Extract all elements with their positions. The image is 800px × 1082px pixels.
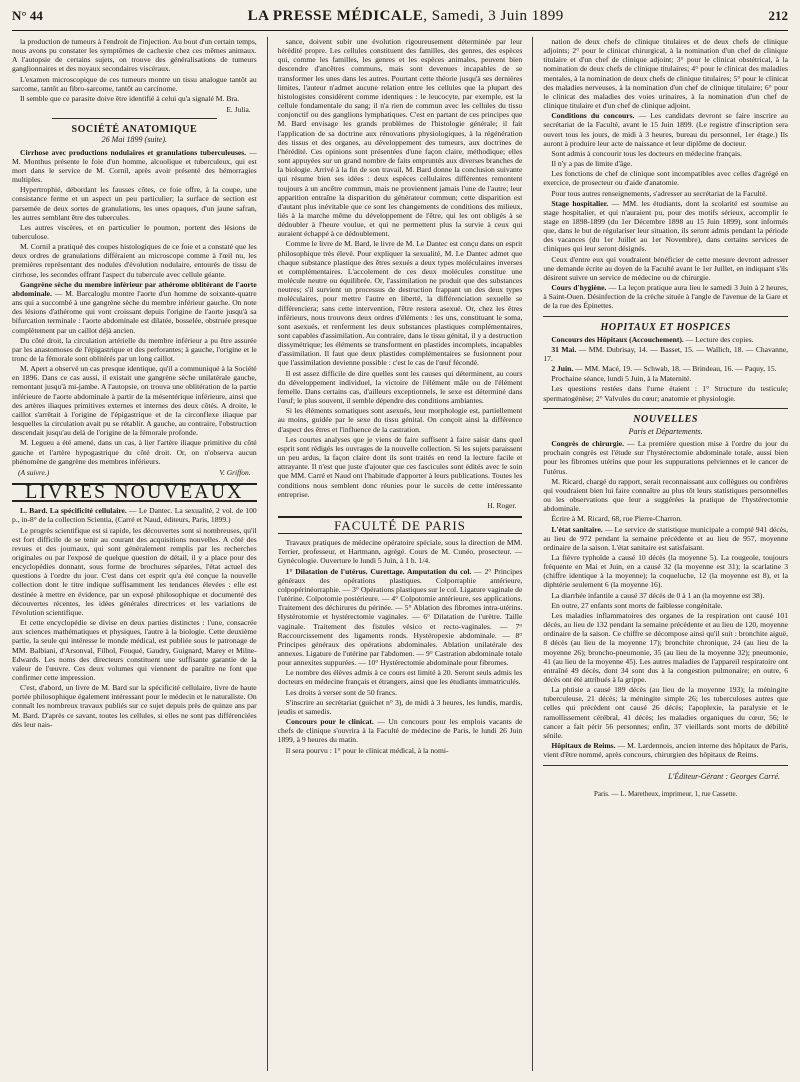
- paragraph: Sont admis à concourir tous les docteurs en médecine français.: [551, 148, 742, 158]
- paragraph: Le progrès scientifique est si rapide, les découvertes sont si nombreuses, qu'il est fort difficile de se tenir au courant des acquisitions nouvelles. A côté des revues et des journaux, qui sont généralement remplis par les recherches originales ou par l'exposé de quelque question de détail, il y a place pour des encyclopédies donnant, sous forme de brochures séparées, l'état actuel des questions à l'ordre du jour. C'est dans cet esprit qu'a été conçue la nouvelle collection dont le titre indique suffisamment les tendances élevées : elle est destinée à mettre en évidence, par un exposé philosophique et documenté des découvertes récentes, les idées générales directrices et les variations de l'évolution scientifique.: [12, 525, 257, 617]
- intro-article: [12, 37, 257, 103]
- paragraph: L'examen microscopique de ces tumeurs montre un tissu analogue tantôt au sarcome, tantôt au fibro-sarcome, tantôt au carcinome.: [12, 74, 257, 93]
- paragraph: la production de tumeurs à l'endroit de l'injection. Au bout d'un certain temps, nous avons pu constater les symptômes de cachexie chez ces mêmes animaux. A l'autopsie de certains sujets, on trouve des généralisations de tumeurs ganglionnaires et des noyaux secondaires viscéraux.: [12, 37, 257, 74]
- paragraph: Écrire à M. Ricard, 68, rue Pierre-Charron.: [551, 514, 683, 524]
- journal-name: LA PRESSE MÉDICALE: [247, 8, 424, 24]
- paragraph: La diarrhée infantile a causé 37 décès de 0 à 1 an (la moyenne est 38).: [551, 590, 765, 600]
- review-signature: H. Roger.: [487, 500, 517, 510]
- paragraph: Concours des Hôpitaux (Accouchement). — Lecture des copies.: [551, 334, 754, 344]
- paragraph: Ceux d'entre eux qui voudraient bénéficier de cette mesure devront adresser une demande écrite au doyen de la Faculté avant le 1er Juillet, en indiquant s'ils désirent suivre un service de médecine ou de chirurgie.: [543, 254, 788, 282]
- paragraph: Le nombre des élèves admis à ce cours est limité à 20. Seront seuls admis les docteurs en médecine français et étrangers, ainsi que les étudiants immatriculés.: [277, 668, 523, 687]
- paragraph: M. Apert a observé un cas presque identique, qu'il a communiqué à la Société en 1896. Dans ce cas aussi, il existait une gangrène sèche unilatérale gauche, remontant jusqu'à mi-jambe. A l'autopsie, on trouva une oblitération de la partie inférieure de l'aorte abdominale à partir de la mésentérique inférieure, ainsi que des artères iliaques primitives externes et internes des deux côtés. A droite, le caillot s'arrêtait à l'origine de l'épigastrique et de la circonflexe iliaque par lesquelles la circulation avait pu se rétablir. A gauche, au contraire, l'obstruction descendait jusqu'au delà de l'origine de la fémorale profonde.: [12, 364, 257, 438]
- paragraph: Les questions restées dans l'urne étaient : 1° Structure du testicule; spermatogénèse; 2° Valvules du cœur; anatomie et physiologie.: [543, 384, 788, 403]
- nouvelles-title: NOUVELLES: [633, 413, 699, 425]
- column-3: [543, 37, 788, 1071]
- paragraph: Il n'y a pas de limite d'âge.: [551, 159, 633, 169]
- page-folio: 212: [768, 8, 788, 23]
- paragraph: Les fonctions de chef de clinique sont incompatibles avec celles d'agrégé en exercice, de prosecteur ou d'aide d'anatomie.: [543, 169, 788, 188]
- paragraph: Et cette encyclopédie se divise en deux parties distinctes : l'une, consacrée aux sciences mathématiques et physiques, l'autre à la biologie. Cette deuxième partie, la seule qui intéresse le monde médical, est publiée sous le patronage de MM. Balbiani, d'Arsonval, Filhol, Fouqué, Gaudry, Guignard, Marey et Milne-Edwards. Les noms des directeurs constituent une suffisante garantie de la valeur de l'œuvre. Ces deux volumes qui viennent de paraître ne font que confirmer cette impression.: [12, 618, 257, 682]
- livres-nouveaux-body: [12, 506, 257, 729]
- editor-line: L'Éditeur-Gérant : Georges Carré.: [668, 772, 780, 782]
- colophon: [543, 765, 788, 798]
- paragraph: 1° Dilatation de l'utérus. Curettage. Amputation du col. — 2° Principes généraux des opérations plastiques. Colporraphie antérieure, colpopérinéorraphie. — 3° Opérations plastiques sur le col. Ligature vaginale de l'utérine. Colpotomie postérieure. — 4° Colpotomie antérieure, ses applications. Traitement des déchirures du périnée. — 5° Ablation des fibromes intra-utérins. Hystérotomie et hystérectomie vaginales. — 6° Dilatation de l'urètre. Taille vaginale. Traitement des fistules vésico et recto-vaginales. — 7° Raccourcissement des ligaments ronds. Hystéropexie abdominale. — 8° Principes généraux des opérations abdominales. Ablation unilatérale des annexes. Ligature de l'utérine par l'abdomen. — 9° Castration abdominale totale pour annexites suppurées. — 10° Hystérectomie abdominale pour fibromes.: [277, 566, 523, 668]
- paragraph: Il semble que ce parasite doive être identifié à celui qu'a signalé M. Bra.: [20, 93, 240, 103]
- societe-anatomique-date: 26 Mai 1899 (suite).: [101, 135, 167, 145]
- paragraph: M. Legueu a été amené, dans un cas, à lier l'artère iliaque primitive du côté gauche et l'artère hypogastrique du côté droit. Or, on n'observa aucun phénomène de gangrène des membres inférieurs.: [12, 438, 257, 466]
- paragraph: La fièvre typhoïde a causé 10 décès (la moyenne 5). La rougeole, toujours fréquente en Mai et Juin, en a causé 32 (la moyenne est 31); la scarlatine 3 (chiffre identique à la moyenne); la coqueluche, 12 (la moyenne est 8), et la diphtérie seulement 6 (la moyenne 16).: [543, 552, 788, 590]
- column-rule: [532, 37, 533, 1071]
- paragraph: Il sera pourvu : 1° pour le clinicat médical, à la nomi-: [285, 745, 449, 755]
- paragraph: C'est, d'abord, un livre de M. Bard sur la spécificité cellulaire, livre de haute portée philosophique également intéressant pour le médecin et le naturaliste. On connaît les nombreux travaux publiés sur ce sujet depuis près de quinze ans par M. Bard. D'après ce savant, toutes les cellules, si elles ne sont pas différenciées dès leur nais-: [12, 683, 257, 729]
- column-1: [12, 37, 257, 1071]
- book-review-body: [278, 37, 523, 499]
- paragraph: Comme le livre de M. Bard, le livre de M. Le Dantec est conçu dans un esprit philosophique très élevé. Pour expliquer la sexualité, M. Le Dantec admet que chaque substance plastique des êtres sexués a deux types moléculaires inverses et complémentaires. L'accolement de ces deux molécules constitue une molécule neutre ou équilibrée. Or, l'assimilation ne produit que des substances neutres; s'il survient un processus de destruction frappant un des deux types moléculaires, pour mettre l'autre en liberté, la différenciation sexuelle se différenciera; sans cette intervention, l'être restera asexué. Or, chez les êtres inférieurs, nous trouvons deux ordres d'éléments : les uns, constituant le soma, sont asexués, et renferment les deux substances plastiques complémentaires, sont capables d'assimilation. Au contraire, dans le tissu génital, il y a destruction dissymétrique; les éléments se transforment en plastides incomplets, incapables d'assimilation. Il faut que deux plastides complémentaires se fusionnent pour que l'assimilation devienne possible : c'est le cas de l'œuf fécondé.: [277, 239, 523, 368]
- paragraph: 2 Juin. — MM. Macé, 19. — Schwab, 18. — Brindeau, 16. — Paquy, 15.: [551, 364, 777, 374]
- paragraph: 31 Mai. — MM. Dubrisay, 14. — Basset, 15. — Wallich, 18. — Chavanne, 17.: [543, 344, 788, 363]
- clinicat-continued-body: [543, 37, 788, 311]
- paragraph: S'inscrire au secrétariat (guichet n° 3), de midi à 3 heures, les lundis, mardis, jeudis et samedis.: [277, 697, 523, 716]
- paragraph: Les autres viscères, et en particulier le poumon, portent des lésions de tuberculose.: [12, 222, 257, 241]
- paragraph: Les maladies inflammatoires des organes de la respiration ont causé 101 décès, au lieu de 132 pendant la semaine précédente et au lieu de 120, moyenne ordinaire de la saison. Ce chiffre se décompose ainsi qu'il suit : bronchite aiguë, 8 décès (au lieu de la moyenne 17); bronchite chronique, 24 (au lieu de la moyenne 26); broncho-pneumonie, 35 (au lieu de la moyenne 32); pneumonie, 41 (au lieu de la moyenne 45). Les autres maladies de l'appareil respiratoire ont entraîné 49 décès, dont 34 sont dus à la congestion pulmonaire; en outre, 6 décès ont été attribués à la grippe.: [543, 610, 788, 684]
- paragraph: Concours pour le clinicat. — Un concours pour les emplois vacants de chefs de clinique s'ouvrira à la Faculté de médecine de Paris, le lundi 26 Juin 1899, à 9 heures du matin.: [277, 717, 523, 745]
- paragraph: En outre, 27 enfants sont morts de faiblesse congénitale.: [551, 600, 723, 610]
- columns: [12, 37, 788, 1071]
- printer-line: Paris. — L. Maretheux, imprimeur, 1, rue Cassette.: [593, 789, 738, 798]
- societe-anatomique-body: [12, 148, 257, 466]
- hopitaux-title: HOPITAUX ET HOSPICES: [600, 321, 731, 333]
- paragraph: Congrès de chirurgie. — La première question mise à l'ordre du jour du prochain congrès est l'étude sur l'hystérectomie abdominale totale, aussi bien pour les fibromes utérins que pour les suppurations pelviennes et le cancer de l'utérus.: [543, 439, 788, 476]
- paragraph: Stage hospitalier. — MM. les étudiants, dont la scolarité est soumise au stage hospitalier, et qui n'auraient pu, pour des motifs sérieux, accomplir le stage en 1898-1899 (du 1er Décembre 1898 au 15 Juin 1899), sont informés que, dans le but de régulariser leur situation, ils seront admis pendant la période des vacances (du 1er Juillet au 1er Novembre), dans certains services de cliniques qui leur seront désignés.: [543, 198, 788, 254]
- issue-date: Samedi, 3 Juin 1899: [431, 8, 564, 24]
- paragraph: Il est assez difficile de dire quelles sont les causes qui déterminent, au cours du développement individuel, la victoire de l'élément mâle ou de l'élément femelle. Dans certains cas, d'ailleurs exceptionnels, le sexe est déterminé dans l'œuf; le plus souvent, il semble dépendre des conditions ambiantes.: [277, 368, 523, 406]
- paragraph: L'état sanitaire. — Le service de statistique municipale a compté 941 décès, au lieu de 972 pendant la semaine précédente et au lieu de 957, moyenne ordinaire de la saison. L'état sanitaire est satisfaisant.: [543, 524, 788, 552]
- paragraph: Travaux pratiques de médecine opératoire spéciale, sous la direction de MM. Terrier, professeur, et Hartmann, agrégé. Cours de M. Cunéo, prosecteur. — Gynécologie. Ouverture le lundi 5 Juin, à 1 h. 1/4.: [277, 538, 523, 566]
- faculte-de-paris-title: FACULTÉ DE PARIS: [278, 516, 523, 534]
- paragraph: Les droits à verser sont de 50 francs.: [285, 687, 397, 697]
- paragraph: Cours d'hygiène. — La leçon pratique aura lieu le samedi 3 Juin à 2 heures, à Saint-Ouen. Désinfection de la crèche située à l'angle de l'avenue de la Gare et de la rue des Épinettes.: [543, 283, 788, 311]
- paragraph: Hypertrophié, débordant les fausses côtes, ce foie offre, à la coupe, une consistance ferme et un aspect un peu particulier; la surface de section est parsemée de deux sortes de granulations, les unes opaques, d'un jaune safran, les autres semblant être des tubercules.: [12, 185, 257, 222]
- paragraph: Du côté droit, la circulation artérielle du membre inférieur a pu être assurée par les anastomoses de l'épigastrique et des perforantes; à gauche, l'origine et le tronc de la fémorale sont oblitérés par un long caillot.: [12, 335, 257, 363]
- nouvelles-body: [543, 439, 788, 759]
- paragraph: Prochaine séance, lundi 5 Juin, à la Maternité.: [551, 374, 692, 384]
- paragraph: L. Bard. La spécificité cellulaire. — Le Dantec. La sexualité, 2 vol. de 100 p., in-8° de la collection Scientia, (Carré et Naud, éditeurs, Paris, 1899.): [12, 506, 257, 525]
- page-number: N° 44: [12, 8, 43, 23]
- paragraph: M. Ricard, chargé du rapport, serait reconnaissant aux collègues ou confrères qui voudraient bien lui faire connaître au plus tôt leurs statistiques personnelles ou les observations que leur a suggérées la pratique de l'hystérectomie abdominale.: [543, 476, 788, 514]
- paragraph: Pour tous autres renseignements, s'adresser au secrétariat de la Faculté.: [551, 188, 768, 198]
- divider: [52, 118, 217, 119]
- societe-signature-line: [18, 468, 251, 477]
- column-2: [278, 37, 523, 1071]
- hopitaux-body: [543, 335, 788, 403]
- paragraph: Cirrhose avec productions nodulaires et granulations tuberculeuses. — M. Monthus présente le foie d'un homme, alcoolique et tuberculeux, qui est mort dans le service de M. Cornil, après avoir présenté des hémorragies multiples.: [12, 147, 257, 185]
- faculte-body: [278, 538, 523, 755]
- divider: [543, 316, 788, 317]
- societe-anatomique-title: SOCIÉTÉ ANATOMIQUE: [71, 124, 198, 136]
- paragraph: Hôpitaux de Reims. — M. Lardennois, ancien interne des hôpitaux de Paris, vient d'être nommé, après concours, chirurgien des hôpitaux de Reims.: [543, 741, 788, 760]
- divider: [543, 408, 788, 409]
- paragraph: Gangrène sèche du membre inférieur par athérome oblitérant de l'aorte abdominale. — M. Barcaloglu montre l'aorte d'un homme de soixante-quatre ans qui a succombé à une gangrène sèche du membre inférieur gauche. On note des lésions d'athérome qui vont croissant depuis l'origine de l'aorte jusqu'à sa bifurcation terminale : l'aorte abdominale est dilatée, bosselée, obstruée presque complètement par un caillot déjà ancien.: [12, 279, 257, 335]
- paragraph: nation de deux chefs de clinique titulaires et de deux chefs de clinique adjoints; 2° pour le clinicat chirurgical, à la nomination d'un chef de clinique titulaire et d'un chef de clinique adjoint; 3° pour le clinicat obstétrical, à la nomination de deux chefs de clinique titulaires; 4° pour le clinicat des maladies mentales, à la nomination de deux chefs de clinique titulaires; 5° pour le clinicat des maladies nerveuses, à la nomination d'un chef de clinique titulaire; 6° pour le clinicat des maladies des voies urinaires, à la nomination d'un chef de clinique titulaire et d'un chef de clinique adjoint.: [543, 37, 788, 111]
- paragraph: La phtisie a causé 189 décès (au lieu de la moyenne 193); la méningite tuberculeuse, 21 décès; la méningite simple 26; les tuberculoses autres que celles qui précèdent ont causé 26 décès; l'apoplexie, la paralysie et le ramollissement cérébral, 41 décès; les maladies organiques du cœur, 56; le cancer a fait périr 56 personnes; enfin, 37 vieillards sont morts de débilité sénile.: [543, 685, 788, 740]
- paragraph: sance, doivent subir une évolution rigoureusement déterminée par leur hérédité propre. Les cellules constituent des familles, des genres, des espèces qui, comme les familles, les genres et les espèces animales, peuvent bien descendre d'ancêtres communs, mais sont devenues incapables de se transformer les unes dans les autres. Pourtant cette théorie jusqu'à ses dernières limites, l'auteur n'admet aucune relation entre les cellules que la plupart des histologistes considèrent comme identiques : le leucocyte, par exemple, est la cellule fondamentale du sang; il n'a rien de commun avec les cellules du tissu conjonctif ou des ganglions lymphatiques. C'est en partant de ces principes que M. Bard envisage les grands problèmes de l'histologie générale; il fait l'application de sa doctrine aux rénovations physiologiques, à la régénération des tissus et des organes, au développement des tumeurs, aux doctrines de l'hérédité. Ces opinions sont présentées d'une façon claire, méthodique; elles sont appuyées sur un grand nombre de faits empruntés aux diverses branches de la biologie. Arrivé à la fin de son travail, M. Bard donne la conclusion suivante qui résume bien ses idées : deux espèces cellulaires différentes remontent toujours à un ancêtre commun, mais ne proviennent jamais l'une de l'autre; leur apparition entraîne la disparition du générateur commun; cette disparition est d'autant plus inévitable que ce sont les changements de conditions des milieux, liés à la marche même du développement de l'être, qui les ont obligés à se dédoubler à l'heure voulue, et qui ne permettent plus la survie à ceux qui auraient échappé à ce dédoublement.: [277, 37, 523, 239]
- livres-nouveaux-title: LIVRES NOUVEAUX: [12, 483, 257, 502]
- paragraph: Si les éléments somatiques sont asexués, leur morphologie est, partiellement au moins, guidée par le sexe du tissu génital. On conçoit ainsi la différence d'aspect des êtres et l'influence de la castration.: [277, 406, 523, 434]
- societe-author: V. Griffon.: [219, 467, 251, 477]
- to-be-continued: (A suivre.): [18, 467, 50, 477]
- journal-title-line: LA PRESSE MÉDICALE, Samedi, 3 Juin 1899: [247, 8, 564, 24]
- paragraph: M. Cornil a pratiqué des coupes histologiques de ce foie et a constaté que les deux ordres de granulations différaient au microscope comme à l'œil nu, les premières représentant des nodules d'évolution nodulaire, entourés de tissu de cirrhose, les secondes offrant l'aspect du tubercule avec cellule géante.: [12, 242, 257, 279]
- nouvelles-subtitle: Paris et Départements.: [628, 426, 703, 436]
- column-rule: [267, 37, 268, 1071]
- intro-signature: E. Julia.: [226, 105, 251, 115]
- paragraph: Conditions du concours. — Les candidats devront se faire inscrire au secrétariat de la Faculté, avant le 15 Juin 1899. (Le registre d'inscription sera ouvert tous les jours, de midi à 3 heures, bureau du personnel, 1er étage.) Ils auront à produire leur acte de naissance et leur diplôme de docteur.: [543, 111, 788, 148]
- paragraph: Les courtes analyses que je viens de faire suffisent à faire saisir dans quel esprit sont rédigés les ouvrages de la nouvelle collection. Si les sujets paraissent un peu ardus, la façon claire dont ils sont traités en rend la lecture facile et attrayante. Il n'est que juste d'ajouter que ces fascicules sont édités avec le soin que MM. Carré et Naud ont l'habitude d'apporter à leurs publications. Toutes les conditions nous semblent donc réunies pour le succès de cette intéressante entreprise.: [277, 434, 523, 499]
- page-header: [12, 8, 788, 31]
